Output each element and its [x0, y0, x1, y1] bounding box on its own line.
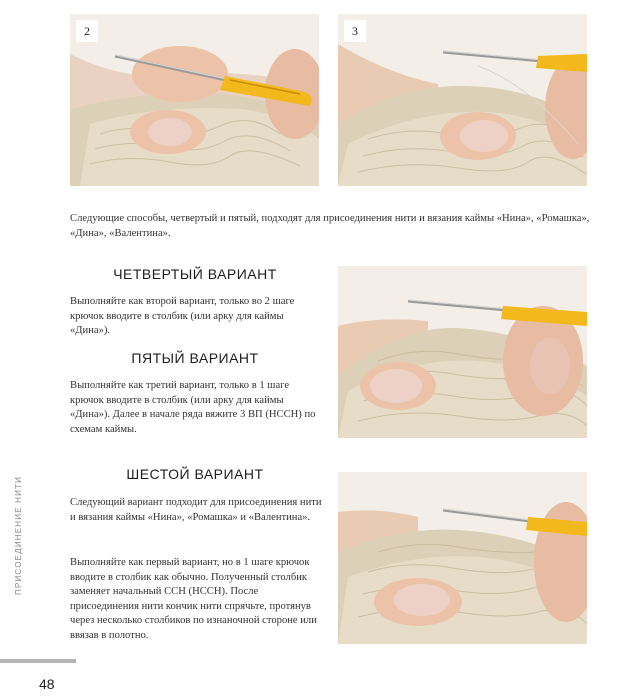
- fourth-variant-photo: [338, 266, 587, 438]
- page-number: 48: [39, 676, 55, 692]
- step-3-photo: [338, 14, 587, 186]
- step-number-badge: 3: [344, 20, 366, 42]
- fifth-variant-text: Выполняйте как третий вариант, только в 1 шаге крючок вводите в столбик (или арку для каймы «Дина»). Далее в начале ряда вяжите 3 ВП (НССН) по схемам каймы.: [70, 380, 316, 435]
- section-heading-sixth: ШЕСТОЙ ВАРИАНТ: [126, 466, 264, 482]
- step-number-badge: 2: [76, 20, 98, 42]
- fourth-variant-text: Выполняйте как второй вариант, только во 2 шаге крючок вводите в столбик (или арку для каймы «Дина»).: [70, 296, 295, 337]
- section-heading-fifth: ПЯТЫЙ ВАРИАНТ: [131, 350, 259, 366]
- section-heading-fourth: ЧЕТВЕРТЫЙ ВАРИАНТ: [113, 266, 277, 282]
- sixth-variant-photo: [338, 472, 587, 644]
- intro-paragraph: Следующие способы, четвертый и пятый, подходят для присоединения нити и вязания каймы «Нина», «Ромашка», «Дина», «Валентина».: [70, 213, 590, 239]
- step-2-photo: [70, 14, 319, 186]
- sixth-variant-text-2: Выполняйте как первый вариант, но в 1 шаге крючок вводите в столбик как обычно. Полученный столбик заменяет начальный ССН (НССН). После присоединения нити кончик нити спрячьте, протянув через несколько столбиков по изнаночной стороне или ввязав в полотно.: [70, 557, 317, 641]
- chapter-side-label: ПРИСОЕДИНЕНИЕ НИТИ: [14, 475, 23, 595]
- footer-divider: [0, 659, 76, 663]
- sixth-variant-text-1: Следующий вариант подходит для присоединения нити и вязания каймы «Нина», «Ромашка» и «Валентина».: [70, 497, 322, 523]
